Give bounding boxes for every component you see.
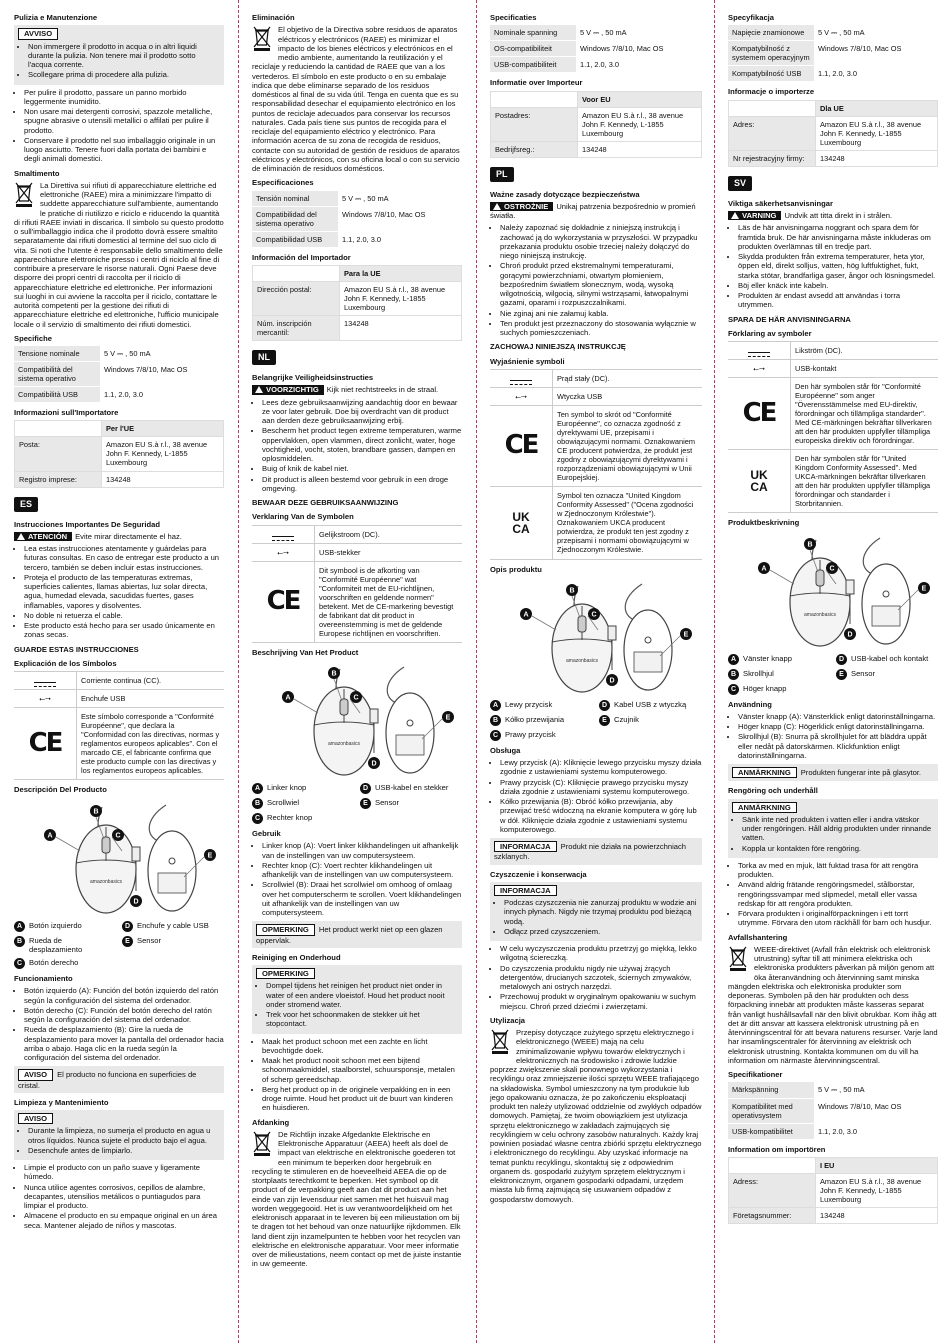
keep-instructions: ZACHOWAJ NINIEJSZĄ INSTRUKCJĘ	[490, 342, 626, 352]
spec-table	[252, 191, 462, 248]
warning-triangle-icon	[17, 533, 25, 540]
language-badge: ES	[14, 497, 38, 512]
notice-box: OPMERKING Het product werkt niet op een glazen oppervlak.	[252, 921, 462, 948]
table-row: Nr rejestracyjny firmy: 134248	[729, 150, 938, 166]
list-item: • Lees deze gebruiksaanwijzing aandachtig door en bewaar ze voor later gebruik. Doe bij overdracht van dit product aan derden deze gebruiksaanwijzing erbij.	[262, 398, 462, 426]
cleaning-list	[490, 944, 702, 1011]
table-row: UK CA Symbol ten oznacza "United Kingdom Conformity Assessed" ("Ocena zgodności w Zjednoczonym Królestwie"). Oznakowaniem UKCA producent potwierdza, że produkt ten jest zgodny z przepisami i normami obowiązującymi w Zjednoczonym Królestwie.	[490, 487, 702, 559]
parts-legend	[252, 783, 462, 824]
table-row: ⭠⭢ USB-kontakt	[728, 360, 938, 378]
ce-mark-icon: CE	[742, 397, 776, 428]
table-row: CE Den här symbolen står för "Conformité Européenne" som anger "Överensstämmelse med EU-direktiv, förordningar och tillämpliga standarder". Med CE-märkningen bekräftar tillverkaren att den här produkten uppfyller tillämpliga europeiska direktiv och förordningar.	[728, 378, 938, 450]
legend-item: C Höger knapp	[728, 684, 830, 695]
table-row: CE Este símbolo corresponde a "Conformité Européenne", que declara la "Conformidad con las directivas, normas y reglamentos europeos aplicables". Con el marcado CE, el fabricante confirma que este producto cumple con las directivas y los reglamentos europeos aplicables.	[14, 708, 224, 780]
table-row: Nominale spanning 5 V ⎓ , 50 mA	[490, 25, 702, 41]
parts-legend	[490, 700, 702, 741]
table-row: Compatibilità del sistema operativo Windows 7/8/10, Mac OS	[14, 362, 224, 387]
legend-item: C Prawy przycisk	[490, 730, 593, 741]
list-item: • Proteja el producto de las temperaturas extremas, superficies calientes, llamas abiertas, luz solar directa, agua, humedad elevada, sacudidas fuertes, gases inflamables, vapores y disolventes.	[24, 573, 224, 610]
table-row: Prąd stały (DC).	[490, 369, 702, 387]
list-item: • Höger knapp (C): Högerklick enligt datorinställningarna.	[738, 722, 938, 731]
section-title: Información del Importador	[252, 252, 351, 262]
section-title: Afdanking	[252, 1117, 290, 1127]
table-row: Adress: Amazon EU S.à r.l., 38 avenue John F. Kennedy, L-1855 Luxembourg	[729, 1173, 938, 1207]
scroll-wheel	[340, 699, 348, 715]
section-title: Explicación de los Símbolos	[14, 658, 117, 668]
list-item: • Maak het product nooit schoon met een bijtend schoonmaakmiddel, staalborstel, schuursponsje, metalen of scherp gereedschap.	[262, 1056, 462, 1084]
list-item: • Chroń produkt przed ekstremalnymi temperaturami, gorącymi powierzchniami, otwartym płomieniem, bezpośrednim światłem słonecznym, wodą, wysoką wilgotnością, wilgocią, silnymi wstrząsami, łatwopalnymi gazami, oparami i rozpuszczalnikami.	[500, 261, 702, 307]
legend-item: A Botón izquierdo	[14, 921, 116, 932]
scroll-wheel	[578, 616, 586, 632]
svg-text:A: A	[761, 565, 767, 573]
svg-text:C: C	[591, 611, 597, 619]
ukca-mark-icon: UK CA	[512, 509, 530, 536]
dc-symbol-icon	[34, 682, 56, 683]
svg-text:D: D	[609, 677, 615, 685]
usb-icon: ⭠⭢	[753, 364, 765, 374]
svg-text:E: E	[921, 585, 927, 593]
section-title: Förklaring av symboler	[728, 328, 812, 338]
list-item: • No doble ni retuerza el cable.	[24, 611, 224, 620]
brand-logo: amazonbasics	[566, 657, 598, 664]
list-item: • Conservare il prodotto nel suo imballaggio originale in un luogo asciutto. Tenere fuori dalla portata dei bambini e degli animali domestici.	[24, 136, 224, 164]
warning-tag: AVVISO	[18, 28, 58, 39]
column-1	[14, 8, 224, 1232]
list-item: • Koppla ur kontakten före rengöring.	[742, 844, 934, 853]
weee-bin-icon	[14, 181, 34, 207]
caution-row: VOORZICHTIG Kijk niet rechtstreeks in de straal.	[252, 385, 462, 394]
weee-bin-icon	[252, 25, 272, 51]
table-row: Gelijkstroom (DC).	[252, 525, 462, 543]
caution-row: OSTROŻNIE Unikaj patrzenia bezpośrednio w promień światła.	[490, 201, 696, 221]
list-item: • Trek voor het schoonmaken de stekker uit het stopcontact.	[266, 1010, 458, 1029]
legend-item: A Linker knop	[252, 783, 354, 794]
language-badge: SV	[728, 176, 752, 191]
cleaning-list	[728, 861, 938, 928]
section-title: Descripción Del Producto	[14, 785, 107, 795]
table-row: ⭠⭢ Wtyczka USB	[490, 388, 702, 406]
list-item: • Använd aldrig frätande rengöringsmedel, stålborstar, rengöringssvampar med slipmedel, metall eller vassa redskap för att rengöra produkten.	[738, 880, 938, 908]
list-item: • Lea estas instrucciones atentamente y guárdelas para futuras consultas. En caso de entregar este producto a un tercero, también se deben incluir estas instrucciones.	[24, 544, 224, 572]
disposal-text: De Richtlijn inzake Afgedankte Elektrische en Elektronische Apparatuur (AEEA) heeft als doel de impact van elektrische en elektronische goederen tot een minimum te beperken door hergebruik en recycling te stimuleren en de hoeveelheid AEEA die op de stortplaats terechtkomt te beperken. Het symbool op dit product of de verpakking geeft aan dat dit product aan het einde van zijn levensduur niet samen met het huisvuil mag worden weggegooid. Het is uw verantwoordelijkheid om het elektronisch apparaat in te leveren bij een milieustation om bij te dragen tot het behoud van onze natuurlijke rijkdommen. Elk land dient zijn inzamelpunten te hebben voor het recyclen van elektrische en elektronische apparatuur. Voor meer informatie over de milieustations, neem contact op met de juiste instantie in uw gemeente.	[252, 1129, 462, 1269]
notice-box: OPMERKING • Dompel tijdens het reinigen het product niet onder in water of een andere vloeistof. Houd het product nooit onder stromend water. • Trek voor het schoonmaken de stekker uit het stopcontact.	[252, 965, 462, 1034]
notice-box: INFORMACJA Produkt nie działa na powierzchniach szklanych.	[490, 838, 702, 865]
table-row: CE Dit symbool is de afkorting van "Conformité Européenne" wat "Conformiteit met de EU-richtlijnen, voorschriften en geldende normen" betekent. Met de CE-markering bevestigt de fabrikant dat dit product in overeenstemming is met de geldende Europese richtlijnen en voorschriften.	[252, 561, 462, 642]
importer-table	[728, 100, 938, 167]
section-title: Informacje o importerze	[728, 87, 815, 97]
section-title: Rengöring och underhåll	[728, 786, 818, 796]
list-item: • Sänk inte ned produkten i vatten eller i andra vätskor under rengöringen. Håll aldrig produkten under rinnande vatten.	[742, 815, 934, 843]
list-item: • Per pulire il prodotto, passare un panno morbido leggermente inumidito.	[24, 88, 224, 107]
list-item: • W celu wyczyszczenia produktu przetrzyj go miękką, lekko wilgotną ściereczką.	[500, 944, 702, 963]
mouse-top-view	[790, 540, 853, 646]
list-item: • Botón izquierdo (A): Función del botón izquierdo del ratón según la configuración del sistema del ordenador.	[24, 986, 224, 1005]
list-item: • Skrollhjul (B): Snurra på skrollhjulet för att bläddra uppåt eller nedåt på datorskärmen. Klickfunktion enligt datorinställningarna.	[738, 732, 938, 760]
table-row: Per l'UE	[15, 421, 224, 437]
svg-text:B: B	[93, 808, 99, 816]
list-item: • Non immergere il prodotto in acqua o in altri liquidi durante la pulizia. Non tenere mai il prodotto sotto l'acqua corrente.	[28, 42, 220, 70]
warning-triangle-icon	[493, 203, 501, 210]
list-item: • Almacene el producto en su empaque original en un área seca. Mantener alejado de niños y mascotas.	[24, 1211, 224, 1230]
svg-text:D: D	[371, 760, 377, 768]
legend-item: D Enchufe y cable USB	[122, 921, 224, 932]
keep-instructions: BEWAAR DEZE GEBRUIKSAANWIJZING	[252, 498, 399, 508]
notice-box: INFORMACJA • Podczas czyszczenia nie zanurzaj produktu w wodzie ani innych płynach. Nigdy nie trzymaj produktu pod bieżącą wodą. • Odłącz przed czyszczeniem.	[490, 882, 702, 941]
legend-item: A Lewy przycisk	[490, 700, 593, 711]
table-row: Dirección postal: Amazon EU S.à r.l., 38 avenue John F. Kennedy, L-1855 Luxembourg	[253, 281, 462, 315]
list-item: • Do czyszczenia produktu nigdy nie używaj żrących detergentów, drucianych szczotek, ściernych zmywaków, metalowych ani ostrych narzędzi.	[500, 964, 702, 992]
operation-list	[728, 712, 938, 760]
list-item: • Bescherm het product tegen extreme temperaturen, warme oppervlakken, open vlammen, direct zonlicht, water, hoge vochtigheid, vocht, stoten, brandbare gassen, dampen en oplosmiddelen.	[262, 426, 462, 463]
cleaning-list	[252, 1037, 462, 1113]
list-item: • Durante la limpieza, no sumerja el producto en agua u otros líquidos. Nunca sujete el producto bajo el agua.	[28, 1126, 220, 1145]
section-title: Utylizacja	[490, 1015, 526, 1025]
list-item: • Linker knop (A): Voert linker klikhandelingen uit afhankelijk van de instellingen van uw computersysteem.	[262, 841, 462, 860]
notice-box: AVISO El producto no funciona en superficies de cristal.	[14, 1066, 224, 1093]
symbols-table	[252, 525, 462, 643]
table-row: Adres: Amazon EU S.à r.l., 38 avenue John F. Kennedy, L-1855 Luxembourg	[729, 116, 938, 150]
section-title: Opis produktu	[490, 564, 542, 574]
section-title: Czyszczenie i konserwacja	[490, 869, 587, 879]
language-badge: PL	[490, 167, 514, 182]
section-title: Reiniging en Onderhoud	[252, 952, 341, 962]
spec-table	[728, 25, 938, 82]
table-row: Para la UE	[253, 265, 462, 281]
mouse-illustration	[728, 532, 934, 650]
section-title: Informatie over Importeur	[490, 78, 583, 88]
list-item: • Scollegare prima di procedere alla pulizia.	[28, 70, 220, 79]
mouse-top-view	[314, 669, 377, 775]
table-row: USB-kompatibilitet 1.1, 2.0, 3.0	[728, 1123, 938, 1139]
language-badge: NL	[252, 350, 276, 365]
section-title: Information om importören	[728, 1144, 826, 1154]
legend-item: D Kabel USB z wtyczką	[599, 700, 702, 711]
disposal-text: Przepisy dotyczące zużytego sprzętu elektrycznego i elektronicznego (WEEE) mają na celu zminimalizowanie wpływu towarów elektrycznych i elektronicznych na środowisko i zdrowie ludzkie poprzez zwiększenie skali ponownego wykorzystania i recyklingu oraz zmniejszenie ilości sprzętu WEEE trafiającego na składowiska. Symbol umieszczony na tym produkcie lub jego opakowaniu oznacza, że po zakończeniu eksploatacji produkt ten należy utylizować oddzielnie od zwykłych odpadów domowych. Pamiętaj, że twoim obowiązkiem jest utylizacja sprzętu elektronicznego w zakładach zajmujących się recyklingiem w celu ochrony zasobów naturalnych. Każdy kraj powinien posiadać własne centra zbiórki sprzętu elektrycznego i elektronicznego do recyklingu. Aby uzyskać informacje na temat punktu recyklingu, skontaktuj się z odpowiednim organem ds. gospodarki zużytym sprzętem elektrycznym i elektronicznym, organem gospodarki odpadami, urzędem miasta lub firmą zajmującą się usuwaniem odpadów z gospodarstw domowych.	[490, 1028, 702, 1204]
section-title: Especificaciones	[252, 178, 314, 188]
weee-bin-icon	[728, 945, 748, 971]
safety-list	[252, 398, 462, 494]
list-item: • Läs de här anvisningarna noggrant och spara dem för framtida bruk. De här anvisningarna måste inkluderas om produkten överlämnas till en tredje part.	[738, 223, 938, 251]
table-row: Compatibilidad USB 1.1, 2.0, 3.0	[252, 231, 462, 247]
svg-text:E: E	[445, 714, 451, 722]
ce-mark-icon: CE	[28, 727, 62, 758]
spec-table	[490, 25, 702, 73]
section-title: Pulizia e Manutenzione	[14, 13, 98, 22]
section-title: Wyjaśnienie symboli	[490, 356, 565, 366]
list-item: • Berg het product op in de originele verpakking en in een droge ruimte. Houd het product uit de buurt van kinderen en huisdieren.	[262, 1085, 462, 1113]
svg-text:D: D	[133, 898, 139, 906]
keep-instructions: GUARDE ESTAS INSTRUCCIONES	[14, 644, 139, 654]
list-item: • Prawy przycisk (C): Kliknięcie prawego przycisku myszy działa zgodnie z ustawieniami systemu komputerowego.	[500, 778, 702, 797]
product-illustration	[14, 799, 224, 917]
section-title: Gebruik	[252, 829, 281, 839]
disposal-text: WEEE-direktivet (Avfall från elektrisk och elektronisk utrustning) syftar till att minimera elektriska och elektroniska produkters påverkan på miljön genom att öka återanvändning och återvinning samt minska mängden elektriska och elektroniska produkter som deponeras. Symbolen på den här produkten och dess förpackning innebär att produkten måste kasseras separat från vanligt hushållsavfall när den blivit obrukbar. Kom ihåg att det är ditt ansvar att kassera elektronisk utrustning på en återvinningscentral för att bevara naturens resurser. Varje land har insamlingscentraler för återvinning av elektrisk och elektronisk utrustning. Kontakta kommunen om du vill ha information om närmaste återvinningscentral.	[728, 944, 938, 1065]
list-item: • Rechter knop (C): Voert rechter klikhandelingen uit afhankelijk van de instellingen van uw computersysteem.	[262, 861, 462, 880]
section-title: Ważne zasady dotyczące bezpieczeństwa	[490, 189, 640, 199]
list-item: • Rueda de desplazamiento (B): Gire la rueda de desplazamiento para mover la pantalla del ordenador hacia arriba o abajo. Haga clic en la rueda según la configuración del sistema del ordenador.	[24, 1025, 224, 1062]
table-row: Märkspänning 5 V ⎓ , 50 mA	[728, 1082, 938, 1098]
svg-text:B: B	[569, 587, 575, 595]
mouse-illustration	[490, 578, 696, 696]
list-item: • Odłącz przed czyszczeniem.	[504, 927, 698, 936]
legend-item: B Scrollwiel	[252, 798, 354, 809]
mouse-illustration	[14, 799, 220, 917]
cleaning-list	[14, 1163, 224, 1230]
mouse-bottom-view	[132, 805, 196, 911]
dc-symbol-icon	[272, 536, 294, 537]
disposal-text: El objetivo de la Directiva sobre residuos de aparatos eléctricos y electrónicos (RAEE) es minimizar el impacto de los bienes eléctricos y electrónicos en el medio ambiente, aumentando la reutilización y el reciclaje y reduciendo la cantidad de RAEE que van a los vertederos. El símbolo en este producto o en su embalaje indica que debe eliminarse separado de los residuos domésticos al final de su vida útil. Tenga en cuenta que es su responsabilidad desechar el equipamiento electrónico en los puntos de reciclaje adecuados para conservar los recursos naturales. Cada país tiene sus puntos de recogida para el reciclaje del equipamiento eléctrico y electrónico. Para información acerca de su zona de recogida de residuos, contacte con su autoridad de gestión de residuos de aparatos eléctricos y electrónicos, con su oficina local o con su servicio de eliminación de residuos domésticos.	[252, 25, 460, 173]
section-title: Obsługa	[490, 745, 521, 755]
table-row: ⭠⭢ Enchufe USB	[14, 690, 224, 708]
operation-list	[14, 986, 224, 1062]
brand-logo: amazonbasics	[804, 611, 836, 618]
attention-row: ATENCIÓN Evite mirar directamente el haz.	[14, 532, 224, 541]
parts-legend	[14, 921, 224, 970]
list-item: • Förvara produkten i originalförpackningen i ett torrt utrymme. Förvara den utom räckhåll för barn och husdjur.	[738, 909, 938, 928]
table-row: Bedrijfsreg.: 134248	[491, 141, 702, 157]
mouse-bottom-view	[370, 667, 434, 773]
table-row: Núm. inscripción mercantil: 134248	[253, 316, 462, 341]
table-row: ⭠⭢ USB-stekker	[252, 543, 462, 561]
caution-row: VARNING Undvik att titta direkt in i strålen.	[728, 211, 938, 220]
section-title: Produktbeskrivning	[728, 518, 800, 528]
table-row: Kompatybilność z systemem operacyjnym Windows 7/8/10, Mac OS	[728, 41, 938, 66]
table-row: Företagsnummer: 134248	[729, 1207, 938, 1223]
section-title: Användning	[728, 699, 772, 709]
svg-text:B: B	[807, 541, 813, 549]
svg-text:A: A	[285, 694, 291, 702]
list-item: • Buig of knik de kabel niet.	[262, 464, 462, 473]
list-item: • Podczas czyszczenia nie zanurzaj produktu w wodzie ani innych płynach. Nigdy nie trzymaj produktu pod bieżącą wodą.	[504, 898, 698, 926]
usb-icon: ⭠⭢	[39, 694, 51, 704]
notice-box: ANMÄRKNING Produkten fungerar inte på glasytor.	[728, 764, 938, 781]
spec-table	[14, 346, 224, 403]
importer-table	[14, 420, 224, 487]
warning-triangle-icon	[731, 212, 739, 219]
operation-list	[252, 841, 462, 917]
table-row: Kompatybilność USB 1.1, 2.0, 3.0	[728, 66, 938, 82]
section-title: Funcionamiento	[14, 974, 73, 984]
table-row: Tensione nominale 5 V ⎓ , 50 mA	[14, 346, 224, 362]
ce-mark-icon: CE	[504, 430, 538, 461]
table-row: Posta: Amazon EU S.à r.l., 38 avenue John F. Kennedy, L-1855 Luxembourg	[15, 437, 224, 471]
table-row: Corriente continua (CC).	[14, 672, 224, 690]
product-illustration	[252, 661, 462, 779]
list-item: • Ten produkt jest przeznaczony do stosowania wyłącznie w suchych pomieszczeniach.	[500, 319, 702, 338]
section-title: Eliminación	[252, 13, 295, 22]
list-item: • Scrollwiel (B): Draai het scrollwiel om omhoog of omlaag over het computerscherm te scrollen. Voert klikhandelingen uit afhankelijk van de instellingen van uw computersysteem.	[262, 880, 462, 917]
keep-instructions: SPARA DE HÄR ANVISNINGARNA	[728, 314, 851, 324]
table-row: Likström (DC).	[728, 342, 938, 360]
legend-item: E Czujnik	[599, 715, 702, 726]
notice-box: ANMÄRKNING • Sänk inte ned produkten i vatten eller i andra vätskor under rengöringen. Håll aldrig produkten under rinnande vatten. • Koppla ur kontakten före rengöring.	[728, 799, 938, 858]
usb-icon: ⭠⭢	[277, 547, 289, 557]
svg-text:C: C	[115, 832, 121, 840]
table-row: OS-compatibiliteit Windows 7/8/10, Mac OS	[490, 41, 702, 57]
table-row: UK CA Den här symbolen står för "United Kingdom Conformity Assessed". Med UKCA-märkningen bekräftar tillverkaren att den här produkten uppfyller tillämpliga förordningar och standarder i Storbritannien.	[728, 450, 938, 513]
list-item: • Böj eller knäck inte kabeln.	[738, 281, 938, 290]
section-title: Belangrijke Veiligheidsinstructies	[252, 373, 374, 383]
table-row: Compatibilidad del sistema operativo Windows 7/8/10, Mac OS	[252, 206, 462, 231]
list-item: • Dit product is alleen bestemd voor gebruik in een droge omgeving.	[262, 475, 462, 494]
section-title: Viktiga säkerhetsanvisningar	[728, 198, 833, 208]
list-item: • Desenchufe antes de limpiarlo.	[28, 1146, 220, 1155]
section-title: Avfallshantering	[728, 932, 788, 942]
list-item: • Nunca utilice agentes corrosivos, cepillos de alambre, decapantes, utensilios metálicos o puntiagudos para limpiar el producto.	[24, 1183, 224, 1211]
column-2	[252, 8, 462, 1271]
column-4	[728, 8, 938, 1227]
importer-table	[252, 265, 462, 341]
scroll-wheel	[102, 837, 110, 853]
legend-item: E Sensor	[122, 936, 224, 955]
importer-table	[728, 1157, 938, 1224]
list-item: • Este producto está hecho para ser usado únicamente en zonas secas.	[24, 621, 224, 640]
safety-list	[490, 223, 702, 337]
warning-list	[18, 42, 220, 80]
parts-legend	[728, 654, 938, 695]
scroll-wheel	[816, 570, 824, 586]
operation-list	[490, 758, 702, 834]
svg-text:E: E	[683, 631, 689, 639]
section-title: Specificaties	[490, 13, 537, 22]
svg-text:C: C	[353, 694, 359, 702]
caution-tag: OSTROŻNIE	[490, 202, 553, 211]
section-title: Informazioni sull'Importatore	[14, 408, 119, 418]
spec-table	[728, 1082, 938, 1139]
weee-bin-icon	[490, 1028, 510, 1054]
table-row: Registro imprese: 134248	[15, 471, 224, 487]
legend-item: D USB-kabel en stekker	[360, 783, 462, 794]
section-title: Beschrijving Van Het Product	[252, 647, 359, 657]
section-title: Instrucciones Importantes De Seguridad	[14, 519, 161, 529]
attention-tag: ATENCIÓN	[14, 532, 72, 541]
list-item: • Botón derecho (C): Función del botón derecho del ratón según la configuración del sistema del ordenador.	[24, 1006, 224, 1025]
usb-icon: ⭠⭢	[515, 392, 527, 401]
legend-item: C Botón derecho	[14, 958, 116, 969]
list-item: • Non usare mai detergenti corrosivi, spazzole metalliche, spugne abrasive o utensili metallici o affilati per pulire il prodotto.	[24, 107, 224, 135]
list-item: • Limpie el producto con un paño suave y ligeramente húmedo.	[24, 1163, 224, 1182]
column-3	[490, 8, 702, 1206]
list-item: • Torka av med en mjuk, lätt fuktad trasa för att rengöra produkten.	[738, 861, 938, 880]
list-item: • Nie zginaj ani nie załamuj kabla.	[500, 309, 702, 318]
svg-text:D: D	[847, 631, 853, 639]
list-item: • Produkten är endast avsedd att användas i torra utrymmen.	[738, 291, 938, 310]
warning-triangle-icon	[255, 386, 263, 393]
table-row: CE Ten symbol to skrót od "Conformité Européenne", co oznacza zgodność z dyrektywami UE, przepisami i obowiązującymi normami. Oznakowaniem CE producent potwierdza, że produkt jest zgodny z obowiązującymi dyrektywami i rozporządzeniami obowiązującymi w Unii Europejskiej.	[490, 406, 702, 487]
list-item: • Lewy przycisk (A): Kliknięcie lewego przycisku myszy działa zgodnie z ustawieniami systemu komputerowego.	[500, 758, 702, 777]
table-row: Voor EU	[491, 91, 702, 107]
weee-bin-icon	[252, 1130, 272, 1156]
list-item: • Maak het product schoon met een zachte en licht bevochtigde doek.	[262, 1037, 462, 1056]
table-row: Dla UE	[729, 100, 938, 116]
symbols-table	[490, 369, 702, 560]
list-item: • Należy zapoznać się dokładnie z niniejszą instrukcją i zachować ją do wykorzystania w przyszłości. W przypadku przekazania produktu osobie trzeciej należy dołączyć do niego niniejszą instrukcję.	[500, 223, 702, 260]
warning-box	[14, 25, 224, 84]
legend-item: E Sensor	[360, 798, 462, 809]
importer-table	[490, 91, 702, 158]
section-title: Limpieza y Mantenimiento	[14, 1097, 109, 1107]
legend-item: E Sensor	[836, 669, 938, 680]
legend-item: A Vänster knapp	[728, 654, 830, 665]
caution-tag: VARNING	[728, 211, 781, 220]
list-item: • Skydda produkten från extrema temperaturer, heta ytor, öppen eld, direkt solljus, vatten, hög luftfuktighet, fukt, starka stötar, brandfarliga gaser, ångor och lösningsmedel.	[738, 252, 938, 280]
symbols-table	[14, 671, 224, 780]
table-row: Napięcie znamionowe 5 V ⎓ , 50 mA	[728, 25, 938, 41]
mouse-top-view	[552, 586, 615, 692]
legend-item: B Skrollhjul	[728, 669, 830, 680]
section-title: Specifiche	[14, 333, 52, 343]
legend-item: B Kółko przewijania	[490, 715, 593, 726]
notice-box: AVISO • Durante la limpieza, no sumerja el producto en agua u otros líquidos. Nunca sujete el producto bajo el agua. • Desenchufe antes de limpiarlo.	[14, 1110, 224, 1160]
brand-logo: amazonbasics	[90, 878, 122, 885]
section-title: Verklaring Van de Symbolen	[252, 512, 354, 522]
caution-tag: VOORZICHTIG	[252, 385, 324, 394]
product-illustration	[490, 578, 702, 696]
svg-text:A: A	[47, 832, 53, 840]
svg-text:A: A	[523, 611, 529, 619]
list-item: • Vänster knapp (A): Vänsterklick enligt datorinställningarna.	[738, 712, 938, 721]
legend-item: B Rueda de desplazamiento	[14, 936, 116, 955]
safety-list	[728, 223, 938, 309]
dc-symbol-icon	[510, 380, 532, 381]
table-row: Kompatibilitet med operativsystem Windows 7/8/10, Mac OS	[728, 1098, 938, 1123]
table-row: Tensión nominal 5 V ⎓ , 50 mA	[252, 191, 462, 207]
legend-item: D USB-kabel och kontakt	[836, 654, 938, 665]
list-item: • Dompel tijdens het reinigen het product niet onder in water of een andere vloeistof. Houd het product nooit onder stromend water.	[266, 981, 458, 1009]
legend-item: C Rechter knop	[252, 813, 354, 824]
cleaning-list	[14, 88, 224, 164]
section-title: Specifikationer	[728, 1070, 783, 1080]
brand-logo: amazonbasics	[328, 741, 360, 748]
table-row: Compatibilità USB 1.1, 2.0, 3.0	[14, 387, 224, 403]
svg-text:C: C	[829, 565, 835, 573]
list-item: • Przechowuj produkt w oryginalnym opakowaniu w suchym miejscu. Chroń przed dziećmi i zwierzętami.	[500, 992, 702, 1011]
section-title: Specyfikacja	[728, 13, 775, 22]
dc-symbol-icon	[748, 352, 770, 353]
table-row: USB-compatibiliteit 1.1, 2.0, 3.0	[490, 57, 702, 73]
table-row: Postadres: Amazon EU S.à r.l., 38 avenue John F. Kennedy, L-1855 Luxembourg	[491, 107, 702, 141]
section-title: Smaltimento	[14, 168, 60, 178]
svg-text:B: B	[331, 670, 337, 678]
svg-text:E: E	[207, 852, 213, 860]
mouse-illustration	[252, 661, 458, 779]
disposal-text: La Direttiva sui rifiuti di apparecchiature elettriche ed elettroniche (RAEE) mira a minimizzare l'impatto di suddette apparecchiature sull'ambiente, aumentando le pratiche di riutilizzo e riciclo e riducendo la quantità di rifiuti RAEE inviati in discarica. Il simbolo su questo prodotto o sull'imballaggio indica che il prodotto dovrà essere smaltito separatamente dai rifiuti domestici al termine del suo ciclo di vita. Si noti che l'utente è responsabile dello smaltimento delle apparecchiature elettroniche presso i centri di riciclo al fine di contribuire a preservare le risorse naturali. Ogni Paese deve disporre dei propri centri di raccolta per il riciclo di apparecchiature elettriche ed elettroniche. Per informazioni sui luoghi in cui avviene la raccolta per il riciclo, contattare le autorità competenti per la gestione dei rifiuti di apparecchiature elettriche ed elettroniche, l'ufficio municipale locale o il servizio di smaltimento dei rifiuti domestici.	[14, 180, 224, 329]
mouse-bottom-view	[608, 584, 672, 690]
ukca-mark-icon: UK CA	[750, 468, 768, 495]
product-illustration	[728, 532, 938, 650]
table-row: I EU	[729, 1157, 938, 1173]
list-item: • Kółko przewijania (B): Obróć kółko przewijania, aby przewijać treść widoczną na ekranie komputera w górę lub w dół. Kliknięcie działa zgodnie z ustawieniami systemu komputerowego.	[500, 797, 702, 834]
symbols-table	[728, 341, 938, 513]
safety-list	[14, 544, 224, 640]
mouse-bottom-view	[846, 538, 910, 644]
mouse-top-view	[76, 807, 139, 913]
ce-mark-icon: CE	[266, 585, 300, 616]
